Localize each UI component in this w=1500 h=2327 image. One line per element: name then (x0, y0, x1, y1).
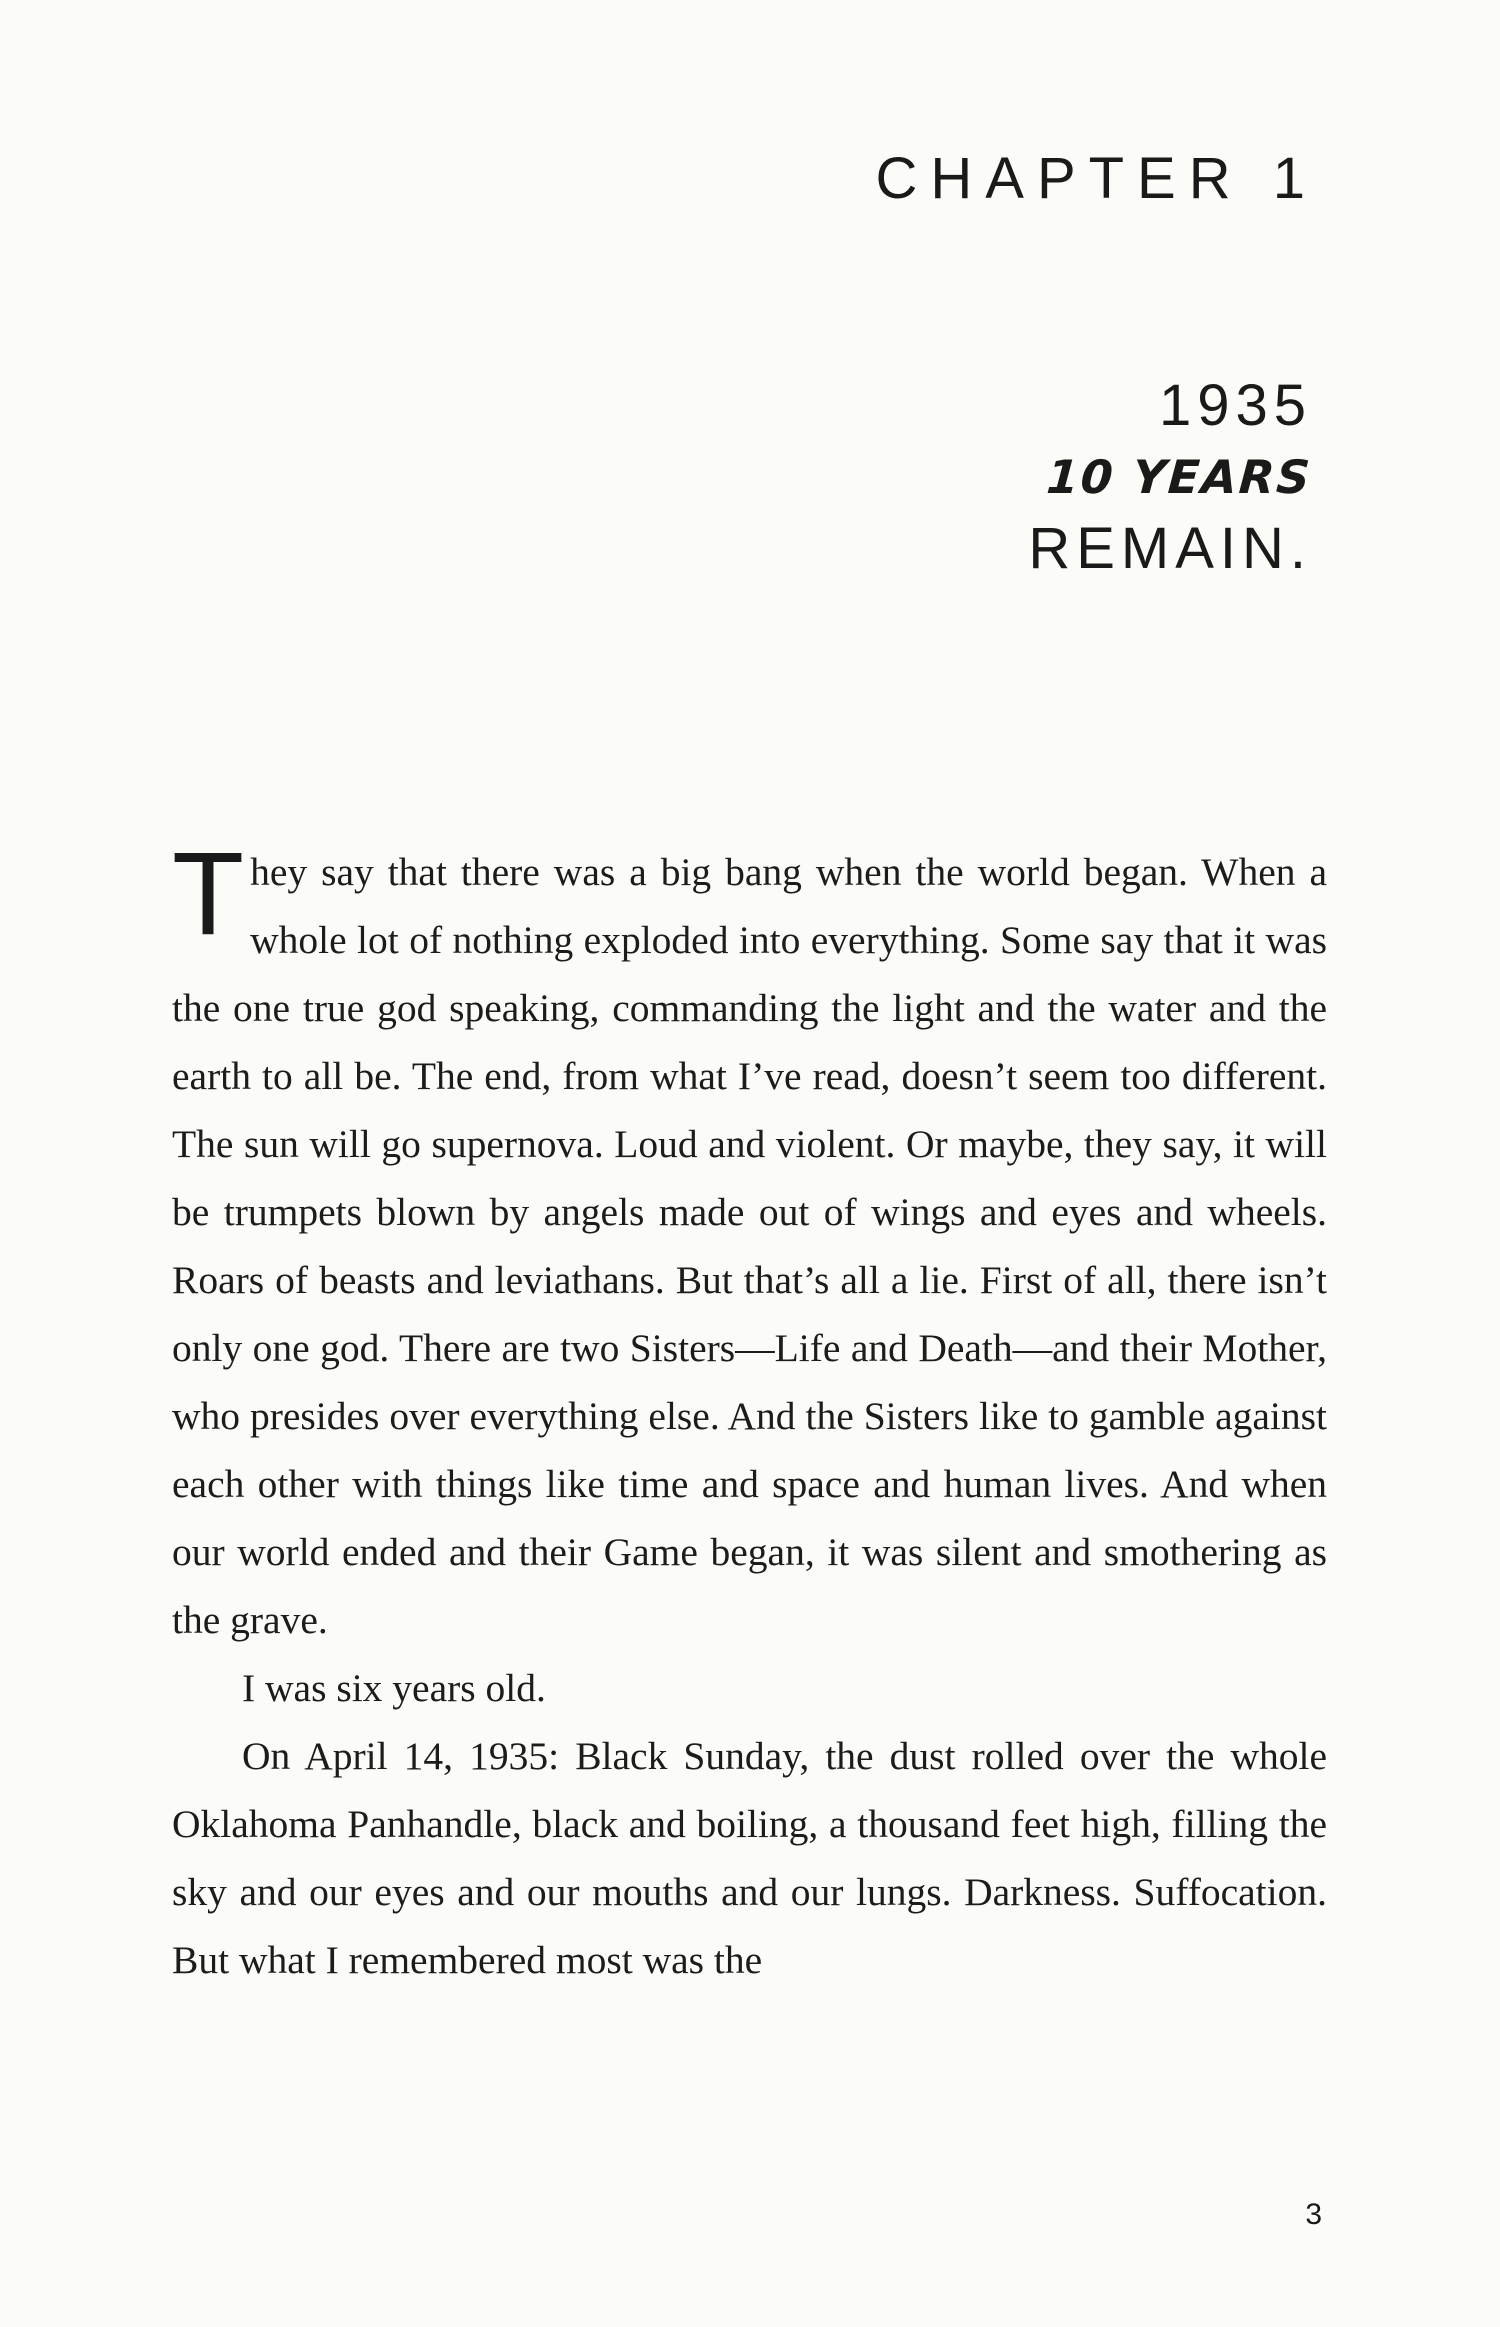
heading-year: 1935 (1158, 373, 1312, 438)
chapter-label: CHAPTER 1 (875, 146, 1318, 211)
chapter-heading (1028, 366, 1312, 590)
paragraph-1-text: hey say that there was a big bang when the world began. When a whole lot of nothing exploded into everything. Some say that it was the one true god speaking, commanding the light and the water and the earth to all be. The end, from what I’ve read, doesn’t seem too different. The sun will go supernova. Loud and violent. Or maybe, they say, it will be trumpets blown by angels made out of wings and eyes and wheels. Roars of beasts and leviathans. But that’s all a lie. First of all, there isn’t only one god. There are two Sisters—Life and Death—and their Mother, who presides over everything else. And the Sisters like to gamble against each other with things like time and space and human lives. And when our world ended and their Game began, it was silent and smothering as the grave. (172, 850, 1327, 1642)
drop-cap: T (172, 828, 245, 960)
paragraph-3: On April 14, 1935: Black Sunday, the dust rolled over the whole Oklahoma Panhandle, black and boiling, a thousand feet high, filling the sky and our eyes and our mouths and our lungs. Darkness. Suffocation. But what I remembered most was the (172, 1734, 1327, 1982)
body-text (172, 828, 1327, 1994)
heading-remain: REMAIN. (1028, 516, 1312, 581)
paragraph-1 (172, 828, 1327, 1654)
page-number: 3 (1305, 2198, 1322, 2231)
paragraph-2: I was six years old. (242, 1666, 546, 1710)
heading-years-remaining: 10 YEARS (1045, 450, 1314, 504)
